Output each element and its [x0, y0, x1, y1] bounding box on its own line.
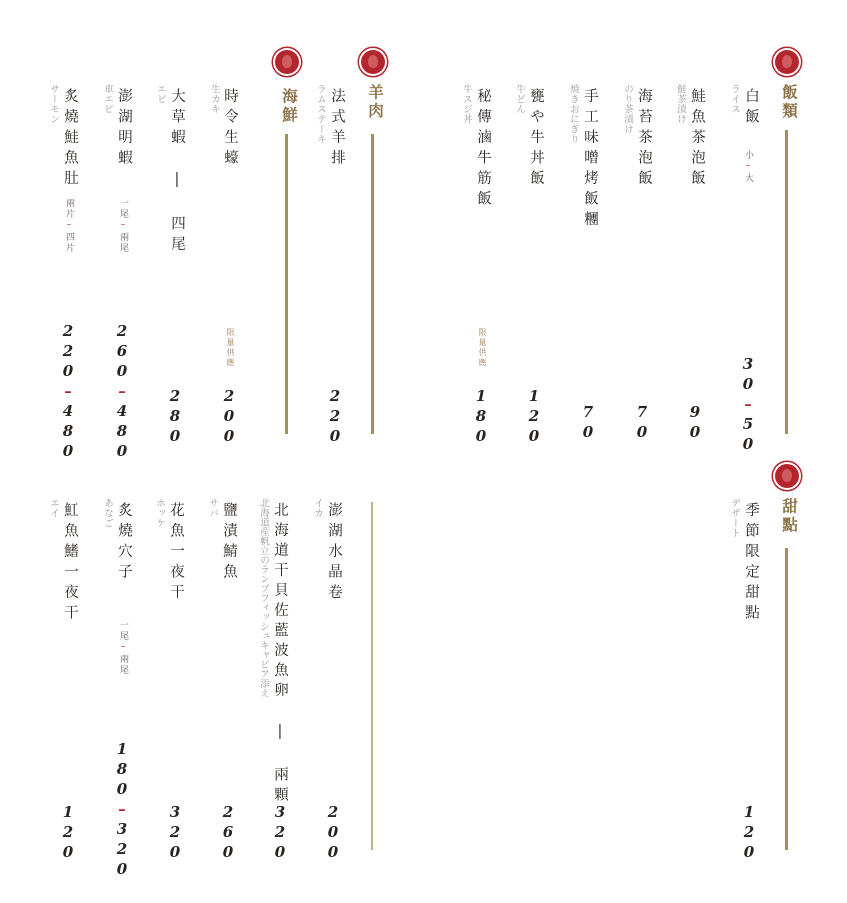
size-label-small-large: 小–大: [743, 150, 753, 184]
price-seasonal-dessert: 120: [740, 803, 758, 863]
price-salted-mackerel: 260: [219, 803, 237, 863]
menu-item-name-tiger-prawns: 大草蝦 | 四尾: [169, 88, 185, 257]
menu-item-kana-hokkaido-scallop: 北海道産帆立のランプフィッシュキャビア添え: [258, 498, 269, 698]
size-label-anago-pieces: 一尾–兩尾: [118, 620, 128, 676]
price-beef-tendon-rice: 180: [472, 387, 490, 447]
menu-item-name-white-rice: 白飯: [743, 88, 759, 129]
category-rule-dessert: [785, 548, 788, 850]
menu-item-name-salted-mackerel: 鹽漬鯖魚: [221, 502, 237, 584]
menu-item-name-squid-roll: 澎湖水晶卷: [326, 502, 342, 605]
price-seared-anago: 180–320: [113, 740, 131, 880]
menu-item-name-stingray-fin: 魟魚鰭一夜干: [62, 502, 78, 625]
menu-item-name-fresh-oysters: 時令生蠔: [222, 88, 238, 170]
section-rule-seafood-continued: [371, 502, 373, 850]
menu-item-kana-salmon-chazuke: 鮭茶漬け: [675, 84, 686, 124]
menu-item-kana-tiger-prawns: エビ: [155, 84, 166, 104]
menu-item-name-yaki-onigiri: 手工味噌烤飯糰: [582, 88, 598, 232]
menu-item-kana-white-rice: ライス: [729, 84, 740, 114]
price-hokkaido-scallop: 320: [271, 803, 289, 863]
category-rule-lamb: [371, 134, 374, 434]
menu-item-kana-hokke: ホッケ: [154, 498, 165, 528]
category-title-rice: 飯類: [780, 84, 799, 121]
price-squid-roll: 200: [324, 803, 342, 863]
price-yaki-onigiri: 70: [579, 403, 597, 443]
menu-item-kana-yaki-onigiri: 焼きおにぎり: [568, 84, 579, 144]
lamb-category-emblem-icon: [361, 50, 385, 74]
menu-item-name-penghu-prawn: 澎湖明蝦: [116, 88, 132, 170]
price-salmon-chazuke: 90: [686, 403, 704, 443]
menu-item-name-seared-anago: 炙燒穴子: [116, 502, 132, 584]
menu-item-name-hokkaido-scallop: 北海道干貝佐藍波魚卵 | 兩顆: [272, 502, 288, 807]
category-title-lamb: 羊肉: [366, 84, 385, 121]
menu-item-kana-seared-salmon-belly: サーモン: [48, 84, 59, 124]
size-label-prawn-pieces: 一尾–兩尾: [118, 198, 128, 254]
category-title-seafood: 海鮮: [280, 88, 299, 125]
menu-item-name-beef-tendon-rice: 秘傳滷牛筋飯: [475, 88, 491, 211]
menu-item-kana-lamb-steak: ラムステーキ: [315, 84, 326, 144]
price-fresh-oysters: 200: [220, 387, 238, 447]
limited-supply-note-oysters: 限量供應: [226, 328, 235, 368]
price-gyudon: 120: [525, 387, 543, 447]
menu-item-name-seared-salmon-belly: 炙燒鮭魚肚: [62, 88, 78, 191]
menu-item-kana-seasonal-dessert: デザート: [729, 498, 740, 538]
price-hokke: 320: [166, 803, 184, 863]
menu-item-kana-penghu-prawn: 車エビ: [102, 84, 113, 114]
menu-item-name-lamb-steak: 法式羊排: [329, 88, 345, 170]
price-tiger-prawns: 280: [166, 387, 184, 447]
menu-item-kana-seared-anago: あなご: [102, 498, 113, 528]
price-nori-chazuke: 70: [633, 403, 651, 443]
price-white-rice: 30–50: [739, 355, 757, 455]
menu-item-kana-fresh-oysters: 生カキ: [209, 84, 220, 114]
category-title-dessert: 甜點: [780, 498, 799, 535]
price-stingray-fin: 120: [59, 803, 77, 863]
menu-item-kana-stingray-fin: エイ: [48, 498, 59, 518]
menu-item-kana-gyudon: 牛どん: [514, 84, 525, 114]
menu-item-kana-salted-mackerel: サバ: [207, 498, 218, 518]
category-rule-seafood: [285, 134, 288, 434]
menu-item-name-salmon-chazuke: 鮭魚茶泡飯: [689, 88, 705, 191]
menu-item-name-nori-chazuke: 海苔茶泡飯: [636, 88, 652, 191]
size-label-salmon-fillets: 兩片–四片: [64, 198, 74, 254]
menu-item-kana-nori-chazuke: のり茶漬け: [622, 84, 633, 134]
price-seared-salmon-belly: 220–480: [59, 322, 77, 462]
limited-supply-note-beef-tendon: 限量供應: [478, 328, 487, 368]
price-penghu-prawn: 260–480: [113, 322, 131, 462]
category-rule-rice: [785, 130, 788, 434]
seafood-category-emblem-icon: [275, 50, 299, 74]
price-lamb-steak: 220: [326, 387, 344, 447]
menu-item-name-gyudon: 甕や牛丼飯: [528, 88, 544, 191]
rice-category-emblem-icon: [775, 50, 799, 74]
menu-item-kana-squid-roll: イカ: [312, 498, 323, 518]
menu-item-name-seasonal-dessert: 季節限定甜點: [743, 502, 759, 625]
menu-item-kana-beef-tendon-rice: 牛スジ丼: [461, 84, 472, 124]
dessert-category-emblem-icon: [775, 464, 799, 488]
menu-item-name-hokke: 花魚一夜干: [168, 502, 184, 605]
